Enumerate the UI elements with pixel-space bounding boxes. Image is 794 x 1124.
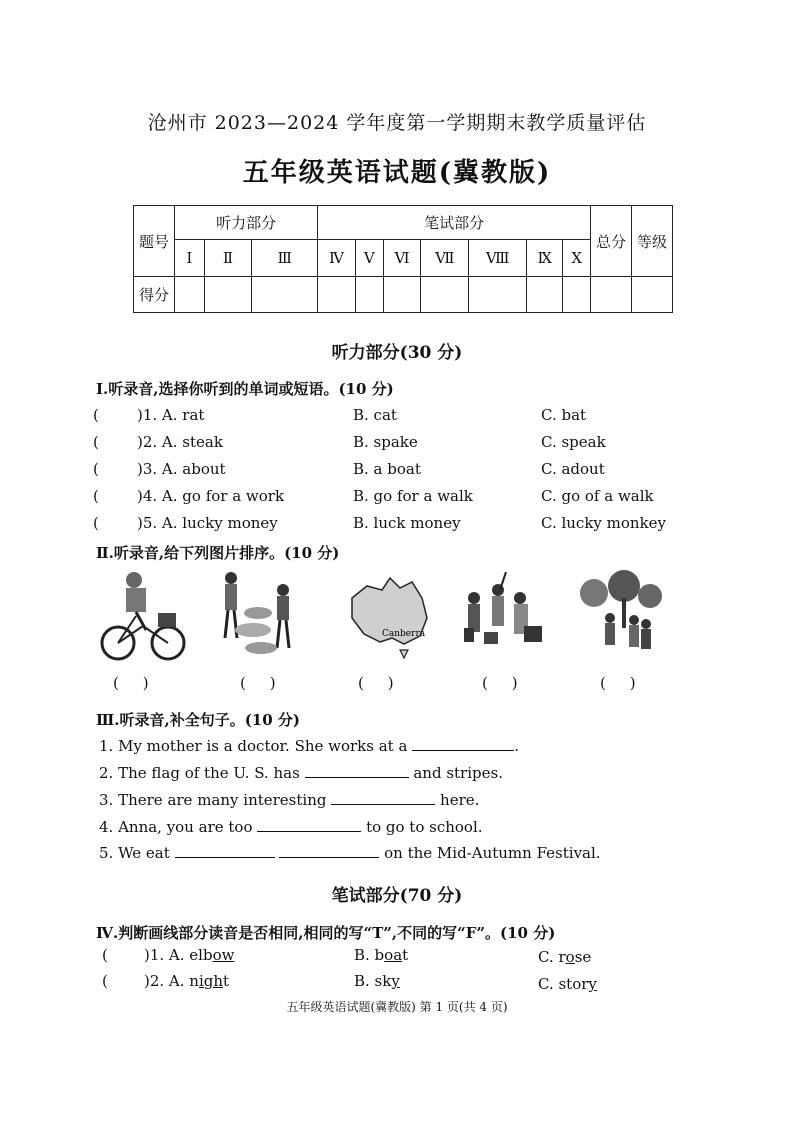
answer-blank[interactable] bbox=[331, 790, 435, 805]
underlined-part: y bbox=[391, 972, 400, 990]
picture-answer-paren[interactable]: ( ) bbox=[358, 674, 394, 692]
score-cell[interactable] bbox=[563, 277, 591, 313]
score-cell[interactable] bbox=[355, 277, 383, 313]
sentence-5 bbox=[99, 843, 601, 862]
option-c: C. bat bbox=[541, 406, 587, 424]
phonics-option-b bbox=[354, 946, 408, 964]
answer-paren[interactable]: ( bbox=[93, 487, 99, 505]
phonics-option-c bbox=[538, 948, 591, 966]
map-city-label: Canberra bbox=[382, 629, 426, 639]
underlined-part: y bbox=[588, 975, 597, 993]
option-b: B. cat bbox=[353, 406, 397, 424]
sentence-text: 1. My mother is a doctor. She works at a bbox=[99, 737, 408, 755]
listening-header: 听力部分 bbox=[175, 206, 318, 240]
answer-blank[interactable] bbox=[175, 843, 275, 858]
sentence-text: 3. There are many interesting bbox=[99, 791, 327, 809]
score-cell[interactable] bbox=[252, 277, 318, 313]
answer-paren[interactable]: ( bbox=[93, 433, 99, 451]
part2-heading: Ⅱ.听录音,给下列图片排序。(10 分) bbox=[96, 544, 340, 562]
answer-paren[interactable]: ( bbox=[102, 946, 108, 964]
listening-section-title: 听力部分(30 分) bbox=[331, 343, 463, 363]
exam-header-title: 沧州市 2023—2024 学年度第一学期期末教学质量评估 bbox=[147, 112, 647, 134]
underlined-part: igh bbox=[198, 972, 224, 990]
option-a: )1. A. rat bbox=[137, 406, 205, 424]
sentence-text: 2. The flag of the U. S. has bbox=[99, 764, 300, 782]
option-b: B. a boat bbox=[353, 460, 421, 478]
score-cell[interactable] bbox=[527, 277, 563, 313]
phonics-option-a bbox=[144, 946, 234, 964]
sentence-2 bbox=[99, 763, 503, 782]
answer-paren[interactable]: ( bbox=[93, 514, 99, 532]
score-cell[interactable] bbox=[632, 277, 673, 313]
numeral-cell: Ⅳ bbox=[318, 240, 356, 277]
numeral-cell: Ⅱ bbox=[204, 240, 252, 277]
answer-blank[interactable] bbox=[257, 817, 361, 832]
word-part: )2. A. n bbox=[144, 972, 199, 990]
score-table bbox=[133, 205, 673, 313]
numeral-cell: Ⅸ bbox=[527, 240, 563, 277]
boy-cycling-picture bbox=[98, 568, 188, 663]
australia-map-picture bbox=[342, 568, 432, 663]
answer-paren[interactable]: ( bbox=[102, 972, 108, 990]
option-c: C. lucky monkey bbox=[541, 514, 667, 532]
writing-header: 笔试部分 bbox=[318, 206, 591, 240]
answer-blank[interactable] bbox=[412, 736, 514, 751]
exam-subtitle: 五年级英语试题(冀教版) bbox=[242, 158, 552, 188]
part3-heading: Ⅲ.听录音,补全句子。(10 分) bbox=[96, 711, 301, 729]
option-c: C. adout bbox=[541, 460, 605, 478]
picture-answer-paren[interactable]: ( ) bbox=[113, 674, 149, 692]
numeral-cell: Ⅰ bbox=[175, 240, 205, 277]
phonics-option-c bbox=[538, 975, 597, 993]
writing-section-title: 笔试部分(70 分) bbox=[331, 886, 463, 906]
score-cell[interactable] bbox=[383, 277, 421, 313]
phonics-option-b bbox=[354, 972, 400, 990]
numeral-cell: Ⅷ bbox=[469, 240, 527, 277]
sentence-text: on the Mid-Autumn Festival. bbox=[384, 844, 601, 862]
option-a: )5. A. lucky money bbox=[137, 514, 278, 532]
score-cell[interactable] bbox=[318, 277, 356, 313]
numeral-cell: Ⅲ bbox=[252, 240, 318, 277]
sentence-text: 4. Anna, you are too bbox=[99, 818, 253, 836]
phonics-option-a bbox=[144, 972, 229, 990]
picture-answer-paren[interactable]: ( ) bbox=[600, 674, 636, 692]
answer-blank[interactable] bbox=[305, 763, 409, 778]
people-in-forest-picture bbox=[574, 568, 664, 663]
row-label-score: 得分 bbox=[134, 277, 175, 313]
word-part: C. r bbox=[538, 948, 566, 966]
word-part: C. stor bbox=[538, 975, 589, 993]
underlined-part: o bbox=[565, 948, 575, 966]
answer-paren[interactable]: ( bbox=[93, 460, 99, 478]
answer-blank[interactable] bbox=[279, 843, 379, 858]
picture-answer-paren[interactable]: ( ) bbox=[482, 674, 518, 692]
word-part: )1. A. elb bbox=[144, 946, 213, 964]
sentence-text: . bbox=[514, 737, 519, 755]
row-label-number: 题号 bbox=[134, 206, 175, 277]
score-cell[interactable] bbox=[204, 277, 252, 313]
option-b: B. spake bbox=[353, 433, 418, 451]
picture-answer-paren[interactable]: ( ) bbox=[240, 674, 276, 692]
score-cell[interactable] bbox=[421, 277, 469, 313]
word-part: t bbox=[223, 972, 230, 990]
page-footer: 五年级英语试题(冀教版) 第 1 页(共 4 页) bbox=[286, 1000, 508, 1014]
part1-heading: Ⅰ.听录音,选择你听到的单词或短语。(10 分) bbox=[96, 380, 394, 398]
answer-paren[interactable]: ( bbox=[93, 406, 99, 424]
score-cell[interactable] bbox=[591, 277, 632, 313]
numeral-cell: Ⅶ bbox=[421, 240, 469, 277]
part4-heading: Ⅳ.判断画线部分读音是否相同,相同的写“T”,不同的写“F”。(10 分) bbox=[96, 924, 556, 942]
sentence-text: to go to school. bbox=[366, 818, 483, 836]
sentence-text: and stripes. bbox=[413, 764, 503, 782]
numeral-cell: Ⅴ bbox=[355, 240, 383, 277]
word-part: B. b bbox=[354, 946, 385, 964]
word-part: B. sk bbox=[354, 972, 392, 990]
sentence-1 bbox=[99, 736, 519, 755]
score-cell[interactable] bbox=[469, 277, 527, 313]
numeral-cell: Ⅹ bbox=[563, 240, 591, 277]
option-a: )3. A. about bbox=[137, 460, 226, 478]
word-part: se bbox=[574, 948, 592, 966]
option-b: B. go for a walk bbox=[353, 487, 473, 505]
option-a: )2. A. steak bbox=[137, 433, 223, 451]
option-a: )4. A. go for a work bbox=[137, 487, 285, 505]
option-b: B. luck money bbox=[353, 514, 461, 532]
total-header: 总分 bbox=[591, 206, 632, 277]
option-c: C. speak bbox=[541, 433, 606, 451]
children-at-park-picture bbox=[213, 568, 303, 663]
sentence-text: here. bbox=[440, 791, 480, 809]
underlined-part: ow bbox=[212, 946, 235, 964]
sentence-text: 5. We eat bbox=[99, 844, 170, 862]
sentence-3 bbox=[99, 790, 479, 809]
underlined-part: oa bbox=[384, 946, 403, 964]
option-c: C. go of a walk bbox=[541, 487, 654, 505]
numeral-cell: Ⅵ bbox=[383, 240, 421, 277]
sentence-4 bbox=[99, 817, 483, 836]
family-with-luggage-picture bbox=[460, 568, 550, 663]
score-cell[interactable] bbox=[175, 277, 205, 313]
word-part: t bbox=[402, 946, 409, 964]
grade-header: 等级 bbox=[632, 206, 673, 277]
